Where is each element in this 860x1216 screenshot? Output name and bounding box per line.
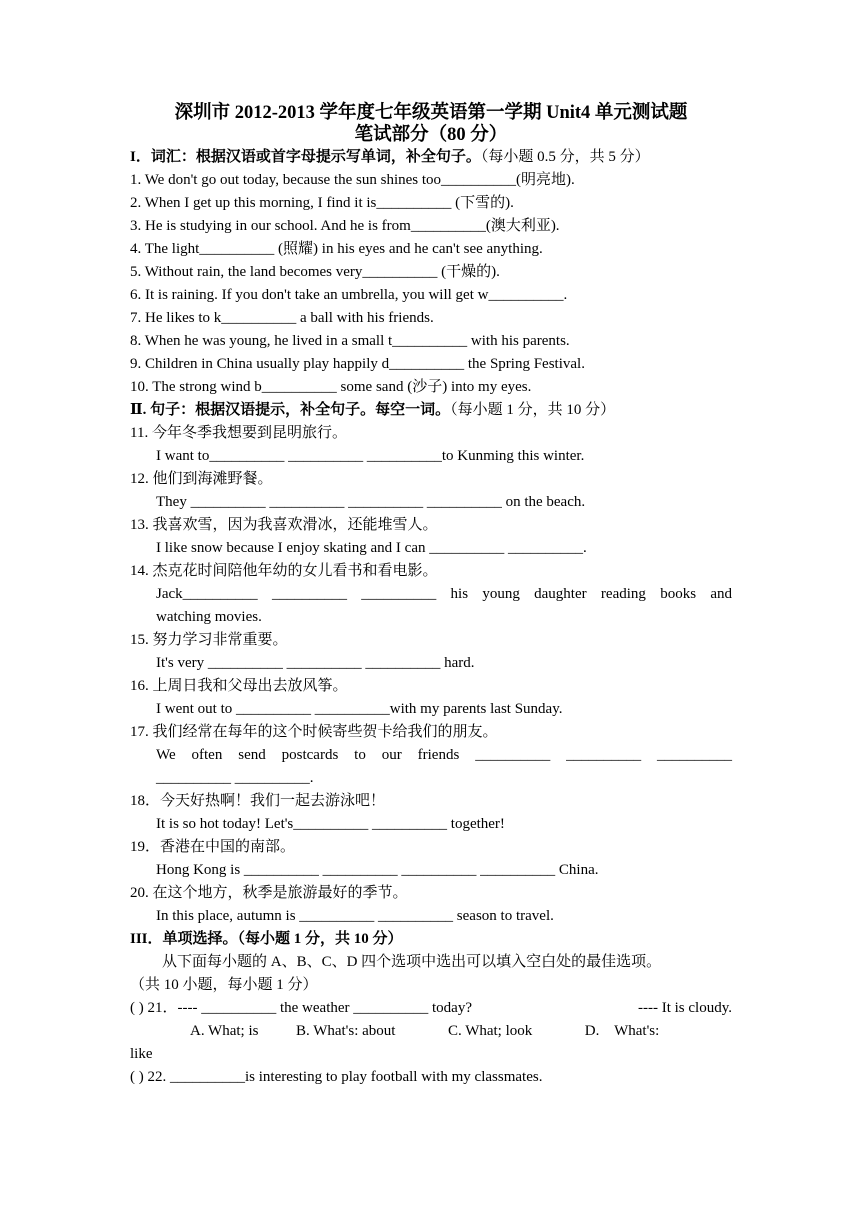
- question-14-prompt: 14. 杰克花时间陪他年幼的女儿看书和看电影。: [130, 563, 438, 579]
- question-9: 9. Children in China usually play happily d__________ the Spring Festival.: [130, 356, 585, 372]
- question-17-sentence: We often send postcards to our friends __________ __________ __________: [156, 747, 732, 763]
- question-17-prompt: 17. 我们经常在每年的这个时候寄些贺卡给我们的朋友。: [130, 724, 498, 740]
- section-3-instruction-cont: （共 10 小题，每小题 1 分）: [130, 977, 318, 993]
- question-15-sentence: It's very __________ __________ __________ hard.: [156, 655, 475, 671]
- question-19-prompt: 19．香港在中国的南部。: [130, 839, 296, 855]
- question-11-sentence: I want to__________ __________ __________to Kunming this winter.: [156, 448, 585, 464]
- question-21: [130, 997, 732, 1020]
- question-4: 4. The light__________ (照耀) in his eyes and he can't see anything.: [130, 241, 543, 257]
- question-14-sentence-cont: watching movies.: [156, 609, 262, 625]
- question-2: 2. When I get up this morning, I find it is__________ (下雪的).: [130, 195, 514, 211]
- question-18-prompt: 18．今天好热啊！我们一起去游泳吧！: [130, 793, 386, 809]
- question-21-stem: ( ) 21．---- __________ the weather __________ today?: [130, 1000, 472, 1016]
- question-19-sentence: Hong Kong is __________ __________ __________ __________ China.: [156, 862, 599, 878]
- section-1-heading: I．词汇：根据汉语或首字母提示写单词，补全句子。（每小题 0.5 分，共 5 分）: [130, 149, 650, 165]
- question-7: 7. He likes to k__________ a ball with his friends.: [130, 310, 434, 326]
- question-1: 1. We don't go out today, because the sun shines too__________(明亮地).: [130, 172, 575, 188]
- section-1-note: （每小题 0.5 分，共 5 分）: [480, 149, 650, 165]
- question-6: 6. It is raining. If you don't take an umbrella, you will get w__________.: [130, 287, 568, 303]
- question-20-prompt: 20. 在这个地方，秋季是旅游最好的季节。: [130, 885, 408, 901]
- question-16-sentence: I went out to __________ __________with my parents last Sunday.: [156, 701, 563, 717]
- section-2-heading: Ⅱ. 句子：根据汉语提示，补全句子。每空一词。（每小题 1 分，共 10 分）: [130, 402, 616, 418]
- question-20-sentence: In this place, autumn is __________ __________ season to travel.: [156, 908, 554, 924]
- question-3: 3. He is studying in our school. And he is from__________(澳大利亚).: [130, 218, 560, 234]
- section-2-note: （每小题 1 分，共 10 分）: [450, 402, 616, 418]
- exam-page: [130, 102, 732, 1089]
- question-11-prompt: 11. 今年冬季我想要到昆明旅行。: [130, 425, 347, 441]
- question-13-sentence: I like snow because I enjoy skating and I can __________ __________.: [156, 540, 587, 556]
- question-12-prompt: 12. 他们到海滩野餐。: [130, 471, 273, 487]
- question-21-answer: ---- It is cloudy.: [638, 1000, 732, 1016]
- question-21-options: A. What; is B. What's: about C. What; look D. What's:: [190, 1023, 660, 1039]
- question-15-prompt: 15. 努力学习非常重要。: [130, 632, 288, 648]
- question-13-prompt: 13. 我喜欢雪，因为我喜欢滑冰，还能堆雪人。: [130, 517, 438, 533]
- question-12-sentence: They __________ __________ __________ __________ on the beach.: [156, 494, 586, 510]
- question-5: 5. Without rain, the land becomes very__________ (干燥的).: [130, 264, 500, 280]
- question-8: 8. When he was young, he lived in a small t__________ with his parents.: [130, 333, 570, 349]
- question-16-prompt: 16. 上周日我和父母出去放风筝。: [130, 678, 348, 694]
- section-3-heading: III．单项选择。（每小题 1 分，共 10 分）: [130, 931, 403, 947]
- question-17-sentence-cont: __________ __________.: [156, 770, 314, 786]
- question-21-options-cont: like: [130, 1046, 153, 1062]
- exam-title: 深圳市 2012-2013 学年度七年级英语第一学期 Unit4 单元测试题: [174, 103, 688, 123]
- section-3-instruction: 从下面每小题的 A、B、C、D 四个选项中选出可以填入空白处的最佳选项。: [162, 954, 662, 970]
- question-14-sentence: Jack__________ __________ __________ his young daughter reading books and: [156, 586, 732, 602]
- exam-subtitle: 笔试部分（80 分）: [354, 125, 508, 145]
- question-10: 10. The strong wind b__________ some sand (沙子) into my eyes.: [130, 379, 532, 395]
- question-22: ( ) 22. __________is interesting to play football with my classmates.: [130, 1069, 543, 1085]
- question-18-sentence: It is so hot today! Let's__________ __________ together!: [156, 816, 505, 832]
